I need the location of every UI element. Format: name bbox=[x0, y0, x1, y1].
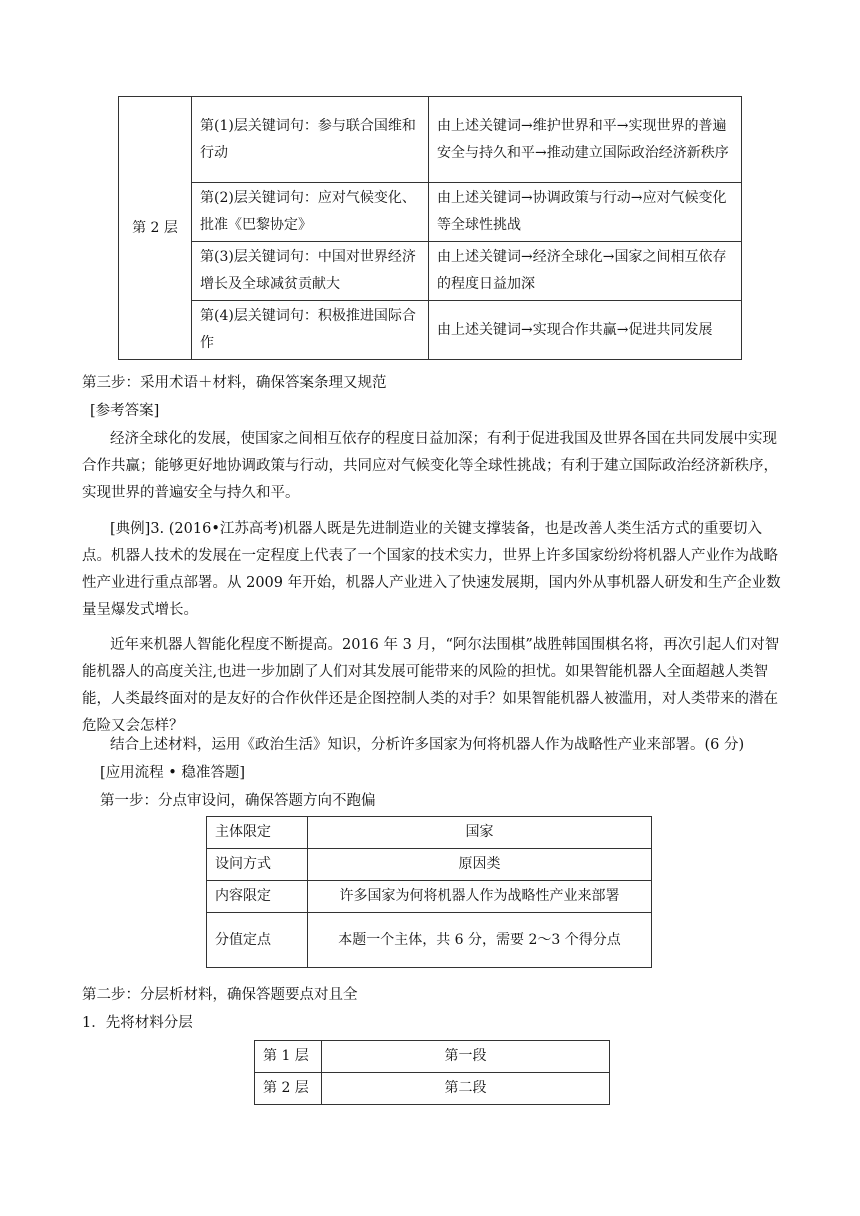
table-row bbox=[207, 913, 652, 968]
layer-name-cell: 第 1 层 bbox=[255, 1041, 322, 1073]
flow-heading: [应用流程 • 稳准答题] bbox=[100, 765, 246, 781]
question-analysis-table bbox=[206, 816, 652, 968]
layer-paragraph-cell: 第一段 bbox=[322, 1041, 610, 1073]
layer-label-cell: 第 2 层 bbox=[119, 97, 192, 360]
layering-heading: 1．先将材料分层 bbox=[82, 1015, 193, 1031]
table-row bbox=[119, 97, 742, 183]
chain-cell: 由上述关键词→维护世界和平→实现世界的普遍安全与持久和平→推动建立国际政治经济新秩序 bbox=[429, 97, 742, 183]
analysis-label-cell: 分值定点 bbox=[207, 913, 308, 968]
table-row bbox=[207, 817, 652, 849]
reference-answer-paragraph: 经济全球化的发展，使国家之间相互依存的程度日益加深；有利于促进我国及世界各国在共同发展中实现合作共赢；能够更好地协调政策与行动，共同应对气候变化等全球性挑战；有利于建立国际政治经济新秩序，实现世界的普遍安全与持久和平。 bbox=[82, 431, 778, 501]
chain-cell: 由上述关键词→协调政策与行动→应对气候变化等全球性挑战 bbox=[429, 183, 742, 242]
keyword-cell: 第(1)层关键词句：参与联合国维和行动 bbox=[192, 97, 429, 183]
table-row bbox=[119, 183, 742, 242]
table-row bbox=[119, 301, 742, 360]
step-one-heading: 第一步：分点审设问，确保答题方向不跑偏 bbox=[100, 793, 376, 809]
layer-name-cell: 第 2 层 bbox=[255, 1073, 322, 1105]
analysis-label-cell: 主体限定 bbox=[207, 817, 308, 849]
analysis-value-cell: 国家 bbox=[308, 817, 652, 849]
chain-cell: 由上述关键词→实现合作共赢→促进共同发展 bbox=[429, 301, 742, 360]
analysis-value-cell: 许多国家为何将机器人作为战略性产业来部署 bbox=[308, 881, 652, 913]
layer-keywords-table bbox=[118, 96, 742, 360]
question-paragraph: 结合上述材料，运用《政治生活》知识，分析许多国家为何将机器人作为战略性产业来部署。(6 分) bbox=[110, 737, 745, 753]
step-two-heading: 第二步：分层析材料，确保答题要点对且全 bbox=[82, 987, 358, 1003]
table-row bbox=[255, 1041, 610, 1073]
material-paragraph: 近年来机器人智能化程度不断提高。2016 年 3 月，“阿尔法围棋”战胜韩国围棋名将，再次引起人们对智能机器人的高度关注,也进一步加剧了人们对其发展可能带来的风险的担忧。如果智能机器人全面超越人类智能，人类最终面对的是友好的合作伙伴还是企图控制人类的对手？如果智能机器人被滥用，对人类带来的潜在危险又会怎样？ bbox=[82, 637, 780, 734]
analysis-value-cell: 原因类 bbox=[308, 849, 652, 881]
material-layers-table bbox=[254, 1040, 610, 1105]
table-row bbox=[207, 881, 652, 913]
keyword-cell: 第(2)层关键词句：应对气候变化、批准《巴黎协定》 bbox=[192, 183, 429, 242]
analysis-label-cell: 内容限定 bbox=[207, 881, 308, 913]
step-three-heading: 第三步：采用术语＋材料，确保答案条理又规范 bbox=[82, 375, 387, 391]
analysis-label-cell: 设问方式 bbox=[207, 849, 308, 881]
example-paragraph: [典例]3. (2016•江苏高考)机器人既是先进制造业的关键支撑装备，也是改善人类生活方式的重要切入点。机器人技术的发展在一定程度上代表了一个国家的技术实力，世界上许多国家纷纷将机器人产业作为战略性产业进行重点部署。从 2009 年开始，机器人产业进入了快速发展期，国内外从事机器人研发和生产企业数量呈爆发式增长。 bbox=[82, 521, 781, 618]
keyword-cell: 第(3)层关键词句：中国对世界经济增长及全球减贫贡献大 bbox=[192, 242, 429, 301]
table-row bbox=[207, 849, 652, 881]
keyword-cell: 第(4)层关键词句：积极推进国际合作 bbox=[192, 301, 429, 360]
table-row bbox=[255, 1073, 610, 1105]
layer-paragraph-cell: 第二段 bbox=[322, 1073, 610, 1105]
table-row bbox=[119, 242, 742, 301]
chain-cell: 由上述关键词→经济全球化→国家之间相互依存的程度日益加深 bbox=[429, 242, 742, 301]
reference-answer-heading: [参考答案] bbox=[90, 403, 160, 419]
analysis-value-cell: 本题一个主体，共 6 分，需要 2～3 个得分点 bbox=[308, 913, 652, 968]
